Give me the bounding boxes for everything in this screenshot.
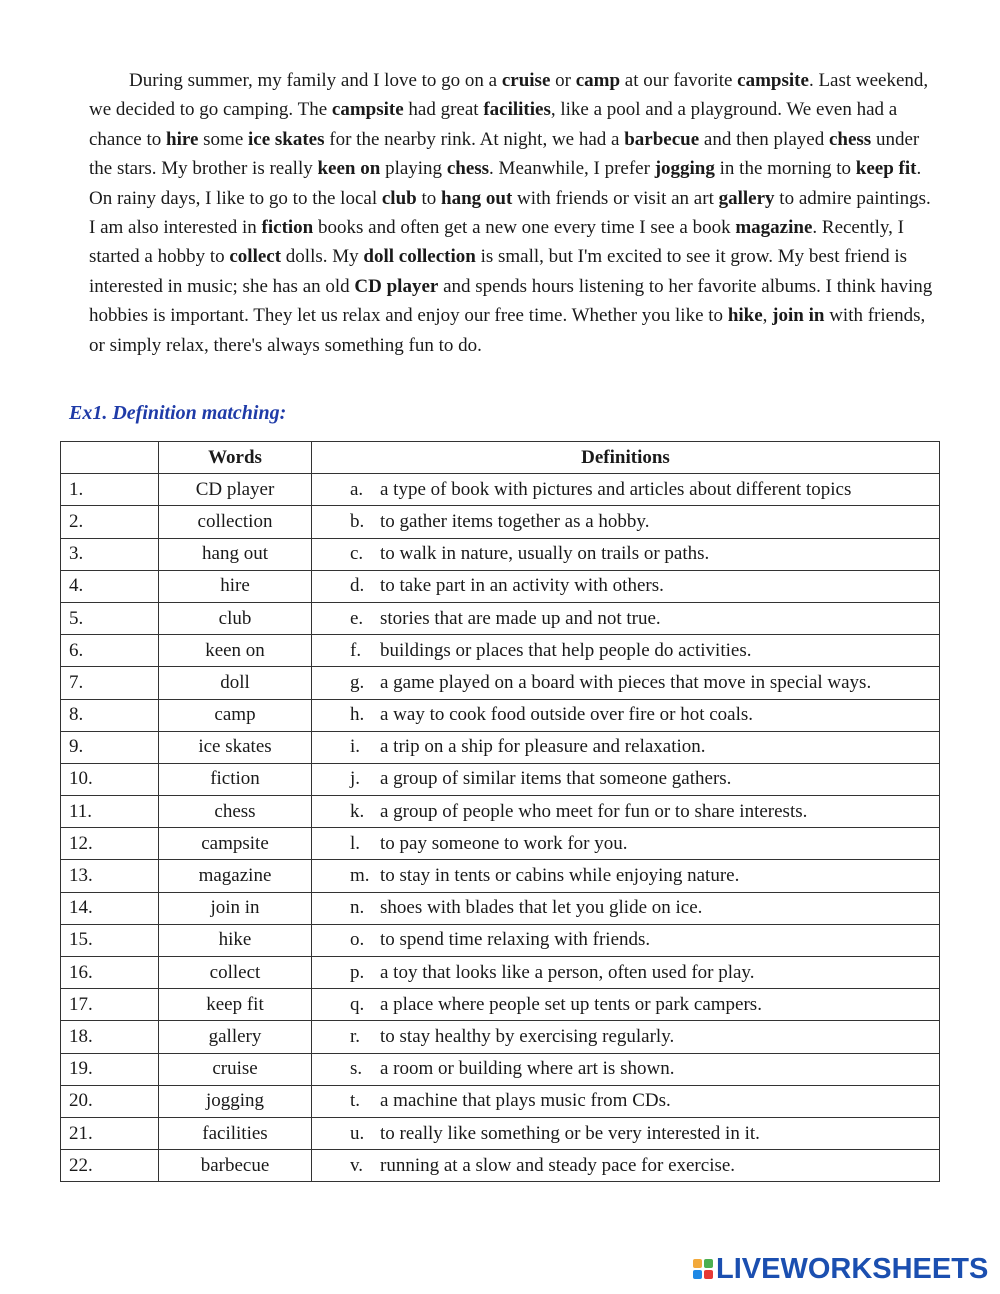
definition-letter: u.: [350, 1122, 365, 1144]
table-row: [61, 538, 940, 570]
row-definition: [312, 474, 940, 506]
vocab-word: hang out: [441, 187, 513, 209]
passage-text: is small, but I'm excited to see it grow. My best friend is interested in music; she has an old: [89, 246, 908, 297]
passage-text: During summer, my family and I love to go on a: [129, 70, 502, 91]
logo-square: [704, 1270, 713, 1279]
row-number: 21.: [61, 1117, 159, 1149]
row-word: club: [159, 602, 312, 634]
definition-letter: r.: [350, 1025, 361, 1047]
definition-text: a type of book with pictures and articles about different topics: [380, 478, 852, 500]
table-row: [61, 699, 940, 731]
row-number: 17.: [61, 989, 159, 1021]
row-definition: [312, 731, 940, 763]
logo-square: [693, 1270, 702, 1279]
definition-letter: f.: [350, 639, 362, 661]
row-number: 19.: [61, 1053, 159, 1085]
definition-text: to really like something or be very interested in it.: [380, 1122, 760, 1144]
table-row: [61, 860, 940, 892]
row-word: keen on: [159, 635, 312, 667]
row-number: 10.: [61, 763, 159, 795]
row-definition: [312, 989, 940, 1021]
passage-text: for the nearby rink. At night, we had a: [324, 128, 625, 150]
definition-text: a group of people who meet for fun or to share interests.: [380, 800, 808, 822]
definition-text: to walk in nature, usually on trails or paths.: [380, 543, 710, 565]
row-number: 22.: [61, 1150, 159, 1182]
definition-letter: g.: [350, 671, 365, 693]
vocab-word: join in: [772, 305, 825, 327]
definition-text: to pay someone to work for you.: [380, 832, 628, 854]
definition-text: a machine that plays music from CDs.: [380, 1090, 671, 1112]
vocab-word: campsite: [737, 70, 809, 91]
definition-text: a game played on a board with pieces that move in special ways.: [380, 671, 872, 693]
passage-text: had great: [403, 99, 484, 121]
row-definition: [312, 1117, 940, 1149]
exercise-title: Ex1. Definition matching:: [69, 402, 287, 424]
vocab-word: doll collection: [363, 246, 476, 268]
passage-text: ,: [762, 305, 773, 327]
definition-text: to gather items together as a hobby.: [380, 510, 650, 532]
passage-text: or: [550, 70, 576, 91]
row-number: 2.: [61, 506, 159, 538]
definition-text: a room or building where art is shown.: [380, 1058, 675, 1080]
definition-text: a group of similar items that someone gathers.: [380, 768, 732, 790]
passage-text: with friends, or simply relax, there's always something fun to do.: [89, 305, 926, 356]
row-definition: [312, 538, 940, 570]
vocab-word: campsite: [331, 99, 404, 121]
definition-letter: m.: [350, 865, 370, 887]
definition-text: stories that are made up and not true.: [380, 607, 661, 629]
definition-letter: d.: [350, 575, 365, 597]
row-number: 14.: [61, 892, 159, 924]
row-definition: [312, 957, 940, 989]
table-row: [61, 1053, 940, 1085]
logo-mark-icon: [693, 1259, 713, 1279]
table-row: [61, 796, 940, 828]
definition-letter: s.: [350, 1058, 363, 1080]
table-row: [61, 635, 940, 667]
table-row: [61, 602, 940, 634]
vocab-word: collect: [229, 246, 282, 268]
table-row: [61, 828, 940, 860]
definition-text: to spend time relaxing with friends.: [380, 929, 651, 951]
definition-letter: l.: [350, 832, 361, 854]
table-row: [61, 1085, 940, 1117]
row-number: 8.: [61, 699, 159, 731]
row-definition: [312, 1150, 940, 1182]
table-row: [61, 957, 940, 989]
vocab-word: magazine: [735, 217, 813, 239]
passage-text: to: [416, 187, 441, 209]
row-number: 16.: [61, 957, 159, 989]
passage-text: books and often get a new one every time I see a book: [313, 217, 736, 239]
row-word: gallery: [159, 1021, 312, 1053]
row-definition: [312, 860, 940, 892]
definition-text: running at a slow and steady pace for exercise.: [380, 1154, 736, 1176]
table-row: [61, 989, 940, 1021]
row-number: 1.: [61, 474, 159, 506]
row-definition: [312, 1085, 940, 1117]
row-definition: [312, 635, 940, 667]
definition-text: shoes with blades that let you glide on ice.: [380, 897, 703, 919]
table-row: [61, 667, 940, 699]
row-number: 15.: [61, 924, 159, 956]
row-word: keep fit: [159, 989, 312, 1021]
vocab-word: keen on: [317, 158, 381, 180]
row-number: 4.: [61, 570, 159, 602]
row-word: cruise: [159, 1053, 312, 1085]
row-word: campsite: [159, 828, 312, 860]
row-definition: [312, 796, 940, 828]
passage-text: in the morning to: [714, 158, 856, 180]
definition-letter: i.: [350, 736, 361, 758]
definition-text: to stay healthy by exercising regularly.: [380, 1025, 675, 1047]
vocab-word: cruise: [501, 70, 551, 91]
vocab-word: club: [381, 187, 417, 209]
table-row: [61, 570, 940, 602]
table-row: [61, 474, 940, 506]
row-word: ice skates: [159, 731, 312, 763]
table-row: [61, 763, 940, 795]
row-definition: [312, 602, 940, 634]
row-definition: [312, 570, 940, 602]
row-word: barbecue: [159, 1150, 312, 1182]
logo-text: LIVEWORKSHEETS: [716, 1252, 989, 1285]
row-word: collection: [159, 506, 312, 538]
row-definition: [312, 1021, 940, 1053]
passage-text: , like a pool and a playground. We even had a chance to: [89, 99, 898, 150]
vocab-word: jogging: [654, 158, 715, 180]
row-number: 12.: [61, 828, 159, 860]
definition-letter: n.: [350, 897, 365, 919]
row-definition: [312, 1053, 940, 1085]
reading-passage: [89, 66, 934, 360]
vocab-word: gallery: [718, 187, 775, 209]
row-word: hang out: [159, 538, 312, 570]
row-number: 6.: [61, 635, 159, 667]
definition-letter: q.: [350, 993, 365, 1015]
passage-text: playing: [380, 158, 447, 180]
definition-letter: b.: [350, 510, 365, 532]
vocab-word: hike: [727, 305, 763, 327]
definition-text: a toy that looks like a person, often used for play.: [380, 961, 755, 983]
row-word: collect: [159, 957, 312, 989]
row-number: 11.: [61, 796, 159, 828]
definition-letter: e.: [350, 607, 364, 629]
row-definition: [312, 763, 940, 795]
definition-text: a trip on a ship for pleasure and relaxation.: [380, 736, 706, 758]
row-number: 3.: [61, 538, 159, 570]
row-word: chess: [159, 796, 312, 828]
definition-letter: k.: [350, 800, 365, 822]
definition-letter: t.: [350, 1090, 361, 1112]
table-row: [61, 1021, 940, 1053]
passage-text: . Recently, I started a hobby to: [89, 217, 905, 268]
table-row: [61, 924, 940, 956]
vocab-word: facilities: [483, 99, 551, 121]
definition-letter: p.: [350, 961, 365, 983]
row-word: camp: [159, 699, 312, 731]
row-definition: [312, 924, 940, 956]
passage-text: . Last weekend, we decided to go camping. The: [89, 70, 929, 121]
table-row: [61, 731, 940, 763]
definition-text: to stay in tents or cabins while enjoying nature.: [380, 865, 740, 887]
logo-square: [704, 1259, 713, 1268]
passage-text: with friends or visit an art: [512, 187, 719, 209]
row-definition: [312, 828, 940, 860]
definition-letter: c.: [350, 543, 364, 565]
vocab-word: camp: [575, 70, 621, 91]
row-definition: [312, 667, 940, 699]
row-word: jogging: [159, 1085, 312, 1117]
row-number: 5.: [61, 602, 159, 634]
header-definitions: Definitions: [312, 442, 940, 474]
passage-text: . Meanwhile, I prefer: [489, 158, 655, 180]
row-number: 7.: [61, 667, 159, 699]
vocab-word: barbecue: [624, 128, 700, 150]
row-word: join in: [159, 892, 312, 924]
table-row: [61, 892, 940, 924]
definition-letter: o.: [350, 929, 365, 951]
vocab-word: fiction: [261, 217, 314, 239]
definition-text: buildings or places that help people do activities.: [380, 639, 752, 661]
row-word: CD player: [159, 474, 312, 506]
table-row: [61, 1150, 940, 1182]
vocab-word: chess: [828, 128, 872, 150]
vocab-word: keep fit: [855, 158, 917, 180]
definition-letter: v.: [350, 1154, 364, 1176]
definition-letter: a.: [350, 478, 364, 500]
vocab-word: hire: [166, 128, 199, 150]
definition-text: a place where people set up tents or park campers.: [380, 993, 762, 1015]
passage-text: to admire paintings. I am also interested in: [89, 187, 931, 239]
row-number: 20.: [61, 1085, 159, 1117]
definition-text: a way to cook food outside over fire or hot coals.: [380, 704, 754, 726]
passage-text: under the stars. My brother is really: [89, 128, 920, 180]
definition-matching-table: [60, 441, 940, 1182]
table-row: [61, 506, 940, 538]
liveworksheets-logo: [693, 1254, 988, 1284]
table-row: [61, 1117, 940, 1149]
header-words: Words: [159, 442, 312, 474]
header-number: [61, 442, 159, 474]
vocab-word: chess: [446, 158, 490, 180]
definition-letter: h.: [350, 704, 365, 726]
row-word: magazine: [159, 860, 312, 892]
row-word: doll: [159, 667, 312, 699]
row-definition: [312, 699, 940, 731]
passage-text: and spends hours listening to her favorite albums. I think having hobbies is important. They let us relax and enjoy our free time. Whether you like to: [89, 275, 933, 327]
definition-text: to take part in an activity with others.: [380, 575, 664, 597]
logo-square: [693, 1259, 702, 1268]
row-definition: [312, 506, 940, 538]
row-number: 9.: [61, 731, 159, 763]
vocab-word: ice skates: [248, 128, 325, 150]
passage-text: at our favorite: [620, 70, 738, 91]
passage-text: . On rainy days, I like to go to the local: [89, 158, 922, 209]
vocab-word: CD player: [354, 275, 439, 297]
passage-text: dolls. My: [281, 246, 364, 268]
passage-text: and then played: [699, 128, 829, 150]
row-word: fiction: [159, 763, 312, 795]
row-definition: [312, 892, 940, 924]
definition-letter: j.: [350, 768, 361, 790]
row-number: 18.: [61, 1021, 159, 1053]
row-word: facilities: [159, 1117, 312, 1149]
row-word: hike: [159, 924, 312, 956]
table-header-row: [61, 442, 940, 474]
row-word: hire: [159, 570, 312, 602]
passage-text: some: [198, 128, 248, 150]
row-number: 13.: [61, 860, 159, 892]
